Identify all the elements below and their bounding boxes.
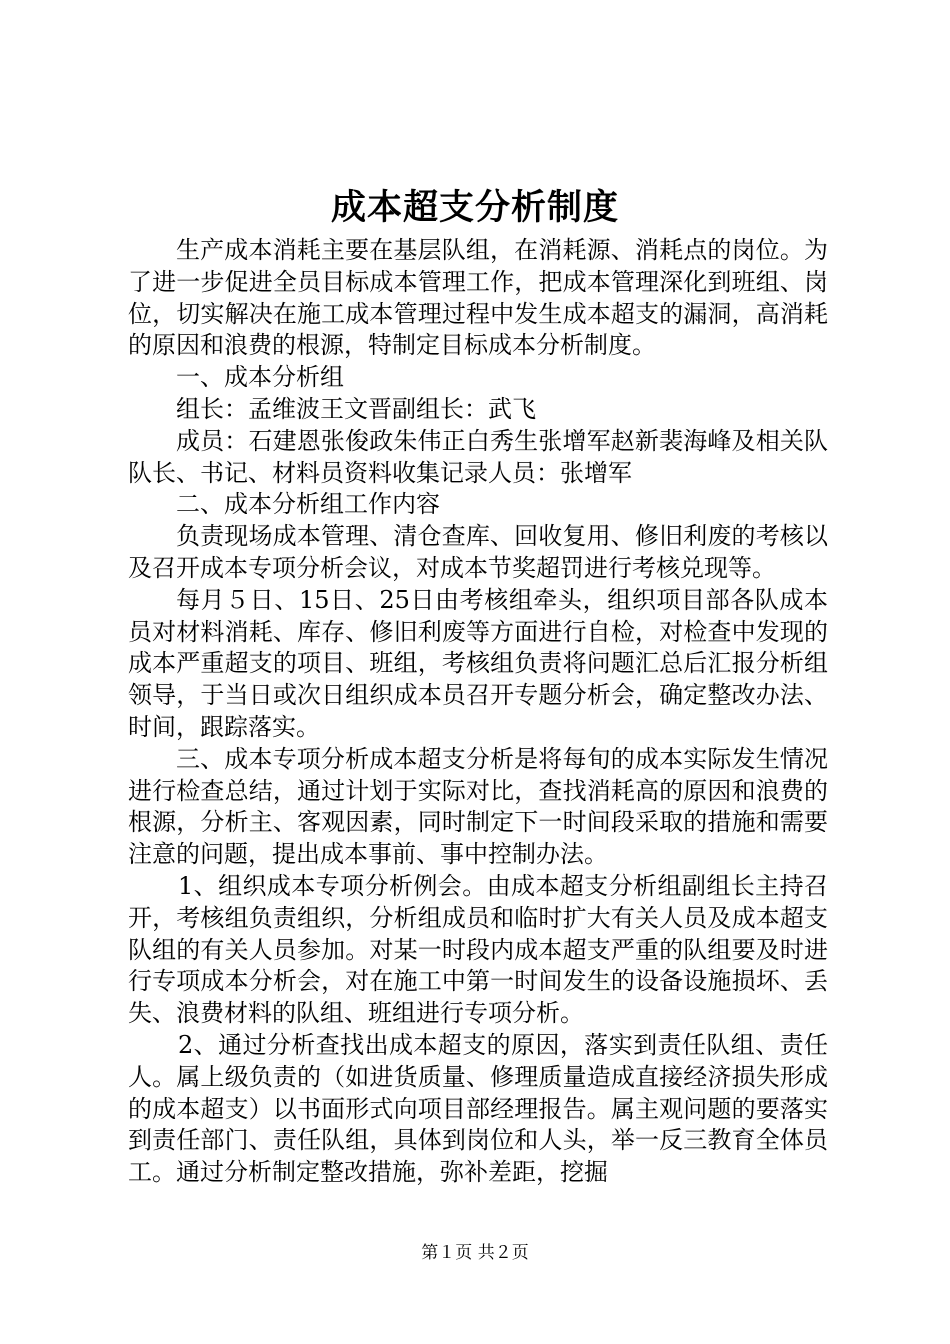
document-title: 成本超支分析制度: [330, 187, 619, 228]
paragraph-special-analysis: 三、成本专项分析成本超支分析是将每旬的成本实际发生情况进行检查总结，通过计划于实际对比，查找消耗高的原因和浪费的根源，分析主、客观因素，同时制定下一时间段采取的措施和需要注意的问题，提出成本事前、事中控制办法。: [128, 744, 828, 869]
page-footer: 第１页 共２页: [421, 1243, 529, 1263]
section-heading-2: 二、成本分析组工作内容: [176, 490, 440, 519]
paragraph-intro: 生产成本消耗主要在基层队组，在消耗源、消耗点的岗位。为了进一步促进全员目标成本管理工作，把成本管理深化到班组、岗位，切实解决在施工成本管理过程中发生成本超支的漏洞，高消耗的原因和浪费的根源，特制定目标成本分析制度。: [128, 236, 828, 360]
paragraph-item-2: 2、通过分析查找出成本超支的原因，落实到责任队组、责任人。属上级负责的（如进货质量、修理质量造成直接经济损失形成的成本超支）以书面形式向项目部经理报告。属主观问题的要落实到责任部门、责任队组，具体到岗位和人头，举一反三教育全体员工。通过分析制定整改措施，弥补差距，挖掘: [128, 1030, 828, 1187]
group-members: 成员：石建恩张俊政朱伟正白秀生张增军赵新裴海峰及相关队队长、书记、材料员资料收集记录人员：张增军: [128, 426, 828, 487]
paragraph-item-1: 1、组织成本专项分析例会。由成本超支分析组副组长主持召开，考核组负责组织，分析组成员和临时扩大有关人员及成本超支队组的有关人员参加。对某一时段内成本超支严重的队组要及时进行专项成本分析会，对在施工中第一时间发生的设备设施损坏、丢失、浪费材料的队组、班组进行专项分析。: [128, 871, 828, 1028]
group-leaders: 组长：孟维波王文晋副组长：武飞: [176, 394, 536, 423]
paragraph-schedule: 每月５日、15日、25日由考核组牵头，组织项目部各队成本员对材料消耗、库存、修旧利废等方面进行自检，对检查中发现的成本严重超支的项目、班组，考核组负责将问题汇总后汇报分析组领导，于当日或次日组织成本员召开专题分析会，确定整改办法、时间，跟踪落实。: [128, 585, 828, 741]
section-heading-1: 一、成本分析组: [176, 363, 344, 392]
paragraph-responsibilities: 负责现场成本管理、清仓查库、回收复用、修旧利废的考核以及召开成本专项分析会议，对成本节奖超罚进行考核兑现等。: [128, 522, 828, 582]
document-body: [128, 235, 828, 1189]
